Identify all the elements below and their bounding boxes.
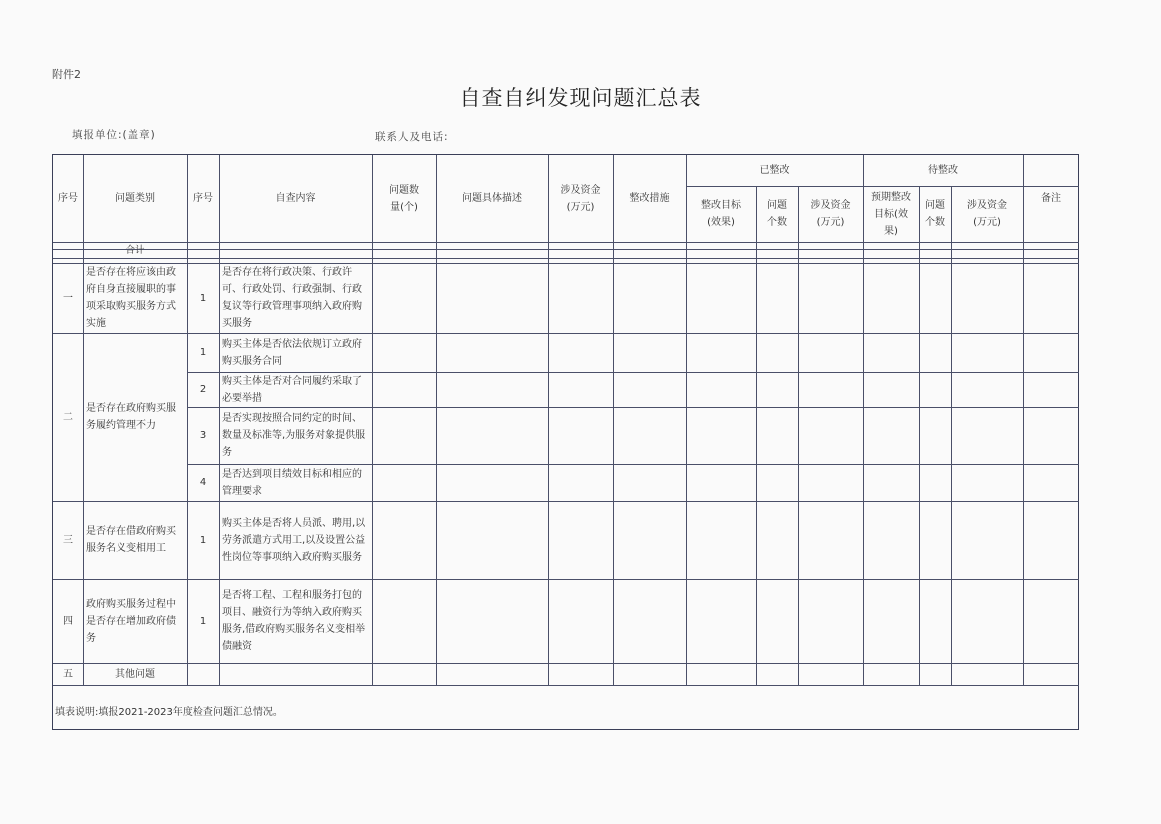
grid-line: [951, 186, 952, 685]
header-measures: 整改措施: [629, 193, 670, 204]
section-seq: 五: [63, 668, 73, 680]
header-pending-count: 问题个数: [925, 200, 945, 228]
item-no: 1: [199, 292, 207, 304]
section-category: 政府购买服务过程中是否存在增加政府债务: [86, 598, 176, 644]
grid-line: [919, 186, 920, 685]
grid-line: [756, 186, 757, 685]
header-category: 问题类别: [115, 193, 155, 204]
header-rectified-count: 问题个数: [767, 200, 787, 228]
fill-unit-label: 填报单位:(盖章): [72, 129, 156, 141]
contact-label: 联系人及电话:: [375, 131, 449, 143]
item-content: 购买主体是否将人员派、聘用,以劳务派遣方式用工,以及设置公益性岗位等事项纳入政府购买服务: [222, 517, 366, 563]
page-title: 自查自纠发现问题汇总表: [459, 86, 702, 110]
header-rectified-target: 整改目标(效果): [701, 200, 741, 228]
grid-line: [53, 685, 1079, 686]
item-content: 是否将工程、工程和服务打包的项目、融资行为等纳入政府购买服务,借政府购买服务名义变相举债融资: [222, 590, 366, 652]
table-footnote: 填表说明:填报2021-2023年度检查问题汇总情况。: [55, 707, 283, 718]
item-no: 3: [199, 430, 207, 441]
section-seq: 一: [63, 292, 73, 304]
item-content: 购买主体是否对合同履约采取了必要举措: [222, 375, 362, 404]
section-category: 是否存在将应该由政府自身直接履职的事项采取购买服务方式实施: [86, 267, 176, 329]
header-count: 问题数量(个): [389, 184, 419, 213]
grid-line: [798, 186, 799, 685]
header-content: 自查内容: [275, 193, 316, 204]
header-rectified-group: 已整改: [759, 165, 790, 176]
header-pending-funds: 涉及资金(万元): [967, 200, 1007, 228]
summary-table: [52, 154, 1079, 730]
item-no: 2: [199, 384, 207, 395]
header-seq: 序号: [58, 193, 78, 204]
item-content: 是否达到项目绩效目标和相应的管理要求: [222, 468, 362, 497]
item-content: 购买主体是否依法依规订立政府购买服务合同: [222, 338, 362, 367]
header-funds: 涉及资金(万元): [560, 184, 601, 213]
section-seq: 二: [63, 411, 73, 423]
header-remarks: 备注: [1041, 193, 1061, 204]
grid-line: [53, 249, 1079, 250]
header-sub-seq: 序号: [193, 193, 213, 204]
grid-line: [53, 258, 1079, 259]
grid-line: [53, 663, 1079, 664]
item-no: 4: [199, 477, 207, 488]
section-category: 其他问题: [115, 668, 155, 680]
item-content: 是否存在将行政决策、行政许可、行政处罚、行政强制、行政复议等行政管理事项纳入政府购买服务: [222, 267, 362, 329]
section-category: 是否存在借政府购买服务名义变相用工: [86, 526, 176, 554]
header-pending-group: 待整改: [928, 165, 958, 176]
header-pending-expected: 预期整改目标(效果): [871, 191, 911, 237]
total-label: 合计: [125, 244, 145, 256]
item-no: 1: [199, 347, 207, 358]
section-seq: 三: [63, 534, 73, 546]
section-category: 是否存在政府购买服务履约管理不力: [86, 403, 176, 431]
grid-line: [53, 242, 1079, 243]
item-no: 1: [199, 615, 207, 627]
item-content: 是否实现按照合同约定的时间、数量及标准等,为服务对象提供服务: [222, 413, 366, 458]
header-description: 问题具体描述: [462, 193, 522, 204]
attachment-label: 附件2: [52, 68, 81, 81]
header-rectified-funds: 涉及资金(万元): [810, 200, 851, 228]
section-seq: 四: [63, 615, 73, 627]
item-no: 1: [199, 534, 207, 546]
